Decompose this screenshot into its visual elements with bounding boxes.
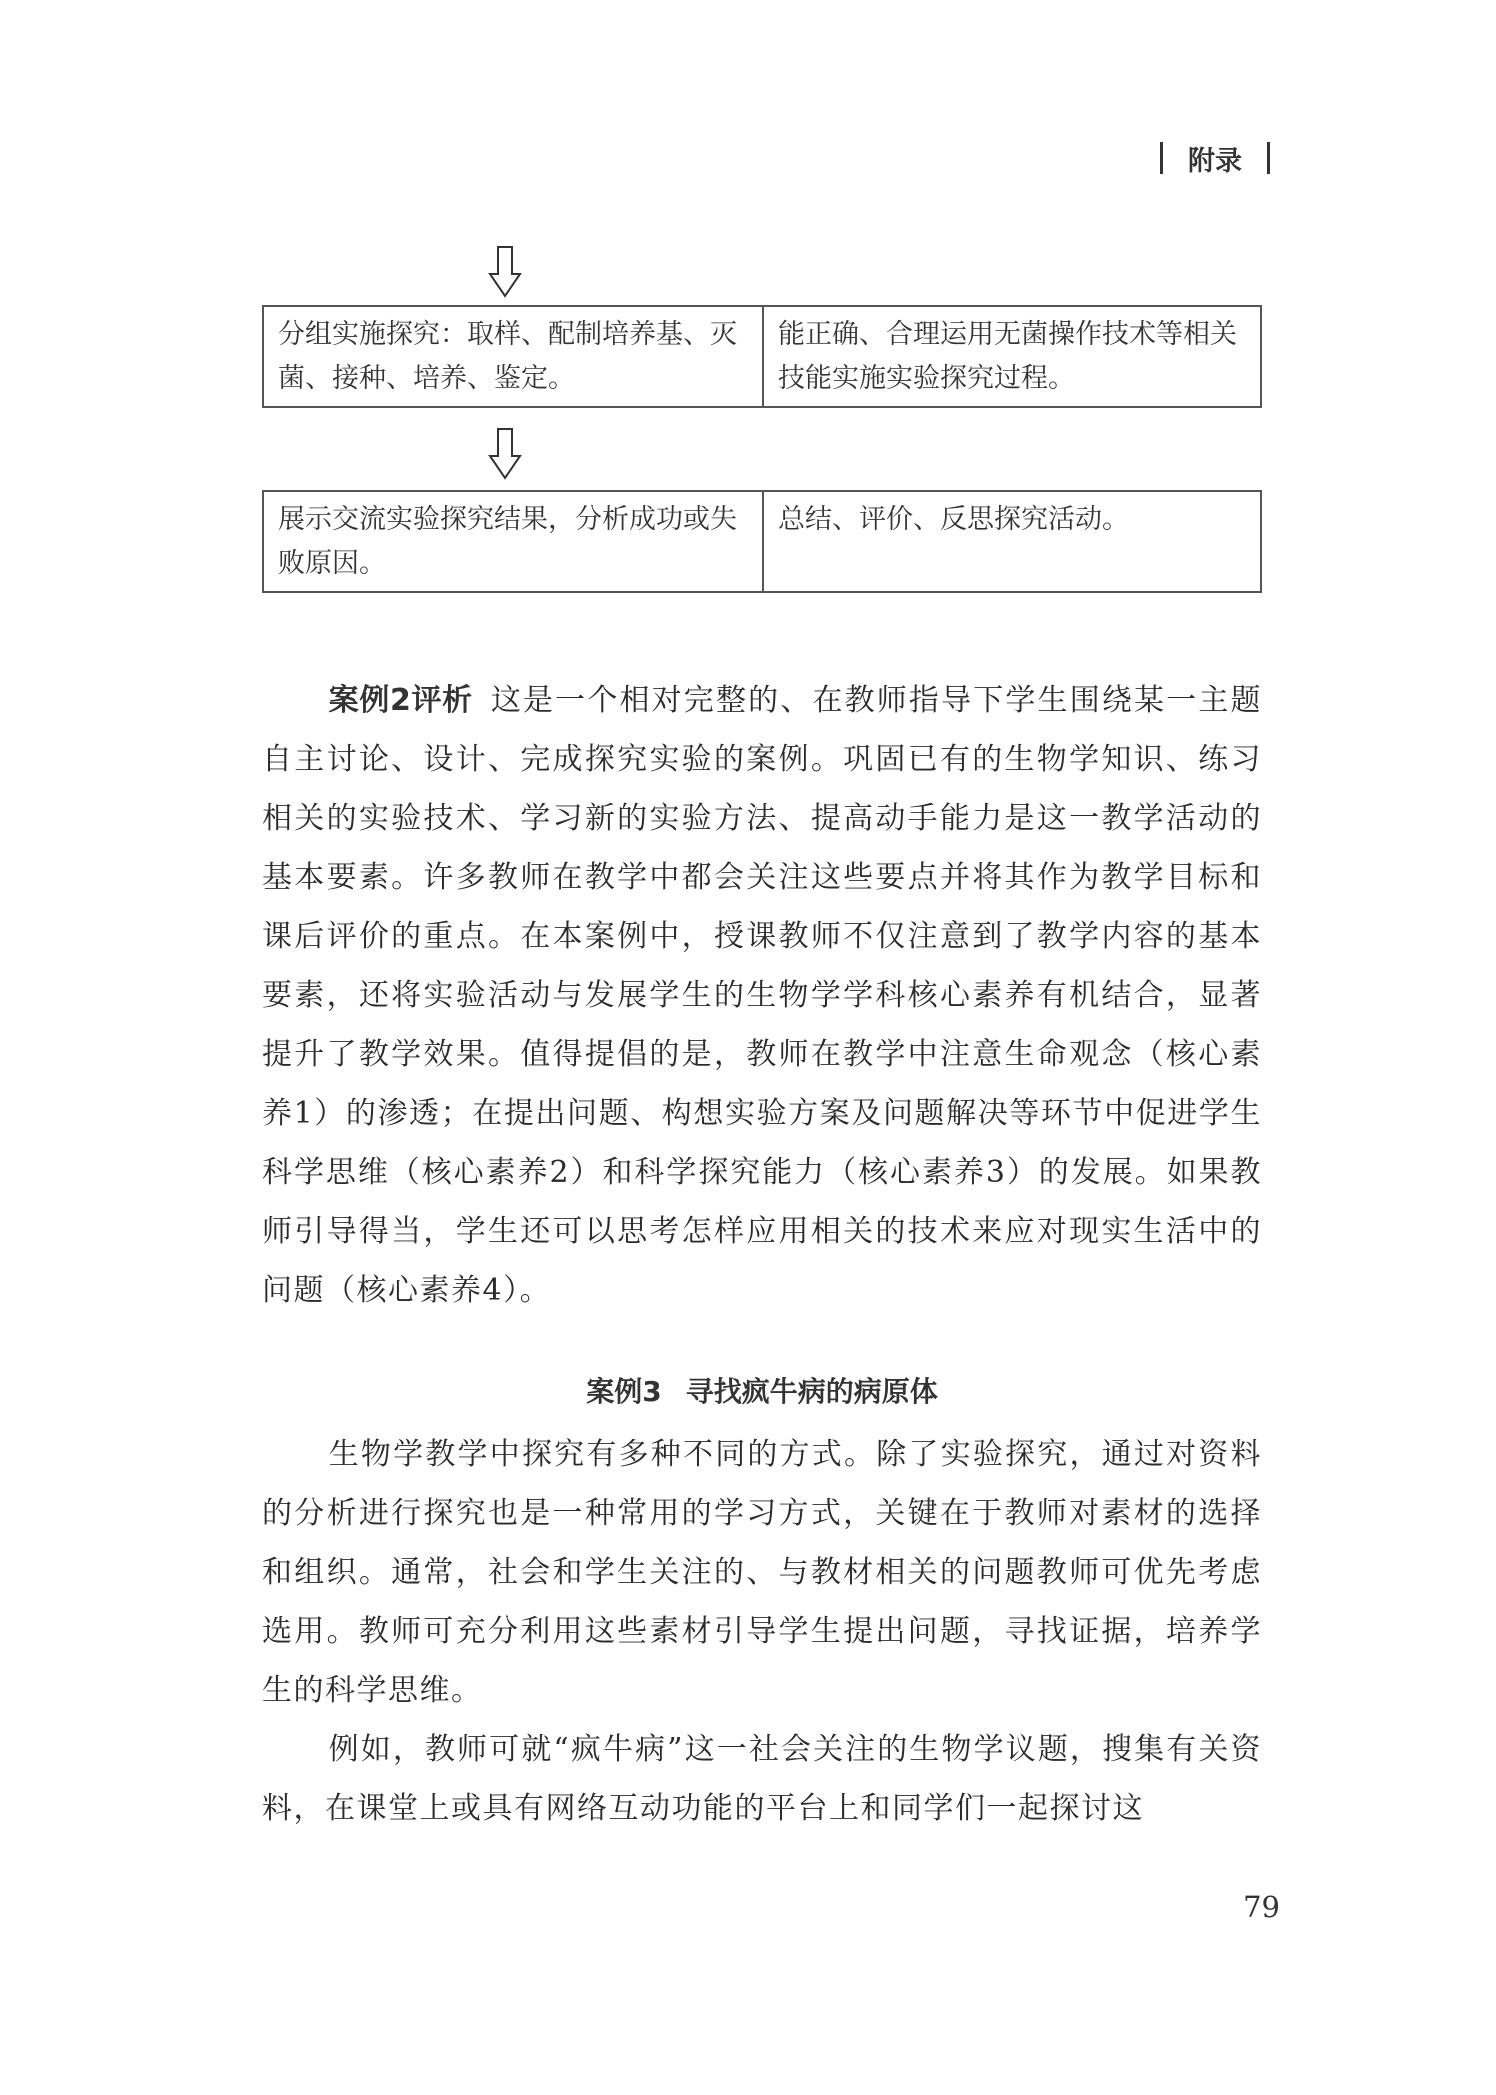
header-section-title: 附录 [1188, 145, 1242, 177]
case2-review-paragraph [262, 671, 1262, 1320]
header-divider [1267, 142, 1270, 174]
header-divider [1160, 142, 1163, 174]
body-paragraph [262, 1720, 1262, 1838]
case3-heading [262, 1370, 1262, 1410]
case2-review-text: 这是一个相对完整的、在教师指导下学生围绕某一主题自主讨论、设计、完成探究实验的案例。巩固已有的生物学知识、练习相关的实验技术、学习新的实验方法、提高动手能力是这一教学活动的基本要素。许多教师在教学中都会关注这些要点并将其作为教学目标和课后评价的重点。在本案例中，授课教师不仅注意到了教学内容的基本要素，还将实验活动与发展学生的生物学学科核心素养有机结合，显著提升了教学效果。值得提倡的是，教师在教学中注意生命观念（核心素养1）的渗透；在提出问题、构想实验方案及问题解决等环节中促进学生科学思维（核心素养2）和科学探究能力（核心素养3）的发展。如果教师引导得当，学生还可以思考怎样应用相关的技术来应对现实生活中的问题（核心素养4）。 [262, 683, 1263, 1308]
flow-step-box [262, 490, 1262, 593]
body-paragraph-text: 生物学教学中探究有多种不同的方式。除了实验探究，通过对资料的分析进行探究也是一种常用的学习方式，关键在于教师对素材的选择和组织。通常，社会和学生关注的、与教材相关的问题教师可优先考虑选用。教师可充分利用这些素材引导学生提出问题，寻找证据，培养学生的科学思维。 [262, 1437, 1262, 1708]
flow-step-goal: 能正确、合理运用无菌操作技术等相关技能实施实验探究过程。 [778, 319, 1237, 394]
case3-number: 案例3 [586, 1375, 662, 1408]
body-paragraph [262, 1425, 1262, 1720]
case2-review-label: 案例2评析 [328, 683, 473, 718]
page-number: 79 [1243, 1890, 1280, 1924]
down-arrow-icon [488, 428, 522, 480]
flow-step-activity: 分组实施探究：取样、配制培养基、灭菌、接种、培养、鉴定。 [264, 307, 764, 406]
running-header [1160, 138, 1270, 178]
body-paragraph-text: 例如，教师可就“疯牛病”这一社会关注的生物学议题，搜集有关资料，在课堂上或具有网络互动功能的平台上和同学们一起探讨这 [262, 1732, 1262, 1826]
flow-step-goal: 总结、评价、反思探究活动。 [778, 504, 1129, 535]
flow-step-box [262, 305, 1262, 408]
flow-step-activity: 展示交流实验探究结果，分析成功或失败原因。 [264, 492, 764, 591]
case3-title: 寻找疯牛病的病原体 [685, 1375, 938, 1408]
down-arrow-icon [488, 246, 522, 298]
